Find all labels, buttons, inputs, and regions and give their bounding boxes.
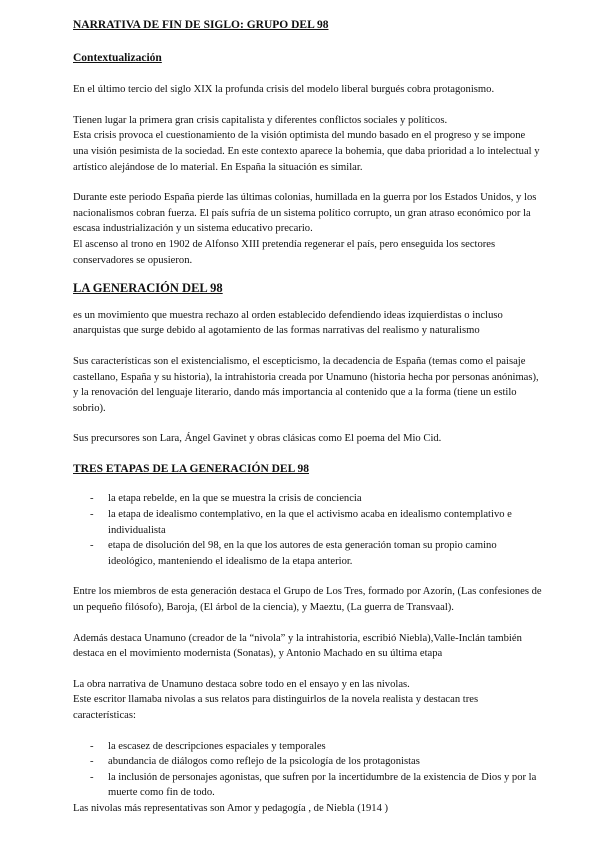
- context-paragraph-3: Esta crisis provoca el cuestionamiento de la visión optimista del mundo basado en el progreso y se impone una visión pesimista de la sociedad. En este contexto aparece la bohemia, que daba prioridad a lo intelectual y artístico alejándose de lo material. En España la situación es similar.: [73, 130, 540, 173]
- list-item: - la etapa de idealismo contemplativo, en la que el activismo acaba en idealismo contemplativo e individualista: [73, 507, 543, 538]
- context-heading: Contextualización: [73, 51, 162, 64]
- generation-paragraph-2: Sus características son el existencialismo, el escepticismo, la decadencia de España (temas como el paisaje castellano, España y su historia), la intrahistoria creada por Unamuno (historia hecha por personas anónimas), y la renovación del lenguaje literario, dando más importancia al contenido que a la forma (tiene un estilo sobrio).: [73, 355, 539, 414]
- traits-list: [73, 739, 543, 801]
- context-paragraph-2: Tienen lugar la primera gran crisis capitalista y diferentes conflictos sociales y políticos.: [73, 114, 448, 126]
- list-item: - abundancia de diálogos como reflejo de la psicología de los protagonistas: [73, 754, 543, 770]
- context-paragraph-4: Durante este periodo España pierde las últimas colonias, humillada en la guerra por los Estados Unidos, y los nacionalismos cobran fuerza. El país sufría de un sistema político corrupto, un gran atraso económico por la escasa industrialización y un sistema educativo precario.: [73, 192, 537, 235]
- members-paragraph: Entre los miembros de esta generación destaca el Grupo de Los Tres, formado por Azorín, (Las confesiones de un pequeño filósofo), Baroja, (El árbol de la ciencia), y Maeztu, (La guerra de Transvaal).: [73, 586, 542, 614]
- list-item: - la escasez de descripciones espaciales y temporales: [73, 739, 543, 755]
- generation-heading: LA GENERACIÓN DEL 98: [73, 281, 223, 296]
- stages-heading: TRES ETAPAS DE LA GENERACIÓN DEL 98: [73, 462, 310, 475]
- document-title: NARRATIVA DE FIN DE SIGLO: GRUPO DEL 98: [73, 19, 329, 31]
- list-item: - la inclusión de personajes agonistas, que sufren por la incertidumbre de la existencia de Dios y por la muerte como fin de todo.: [73, 770, 543, 801]
- stages-list: [73, 491, 543, 569]
- list-item: - la etapa rebelde, en la que se muestra la crisis de conciencia: [73, 491, 543, 507]
- document-page: [73, 12, 543, 817]
- generation-paragraph-3: Sus precursores son Lara, Ángel Gavinet y obras clásicas como El poema del Mio Cid.: [73, 433, 442, 445]
- context-paragraph-1: En el último tercio del siglo XIX la profunda crisis del modelo liberal burgués cobra protagonismo.: [73, 84, 495, 96]
- narrative-paragraph: La obra narrativa de Unamuno destaca sobre todo en el ensayo y en las nivolas.: [73, 678, 410, 690]
- nivolas-paragraph: Este escritor llamaba nivolas a sus relatos para distinguirlos de la novela realista y destacan tres características:: [73, 694, 479, 721]
- context-paragraph-5: El ascenso al trono en 1902 de Alfonso XIII pretendía regenerar el país, pero enseguida los sectores conservadores se opusieron.: [73, 238, 496, 266]
- representative-nivolas: Las nivolas más representativas son Amor y pedagogía , de Niebla (1914 ): [73, 802, 389, 814]
- list-item: - etapa de disolución del 98, en la que los autores de esta generación toman su propio camino ideológico, manteniendo el idealismo de la etapa anterior.: [73, 538, 543, 569]
- generation-paragraph-1: es un movimiento que muestra rechazo al orden establecido defendiendo ideas izquierdistas o incluso anarquistas que surge debido al agotamiento de las formas narrativas del realismo y naturalismo: [73, 309, 503, 337]
- unamuno-paragraph: Además destaca Unamuno (creador de la “nivola” y la intrahistoria, escribió Niebla),Valle-Inclán también destaca en el movimiento modernista (Sonatas), y Antonio Machado en su última etapa: [73, 632, 522, 660]
